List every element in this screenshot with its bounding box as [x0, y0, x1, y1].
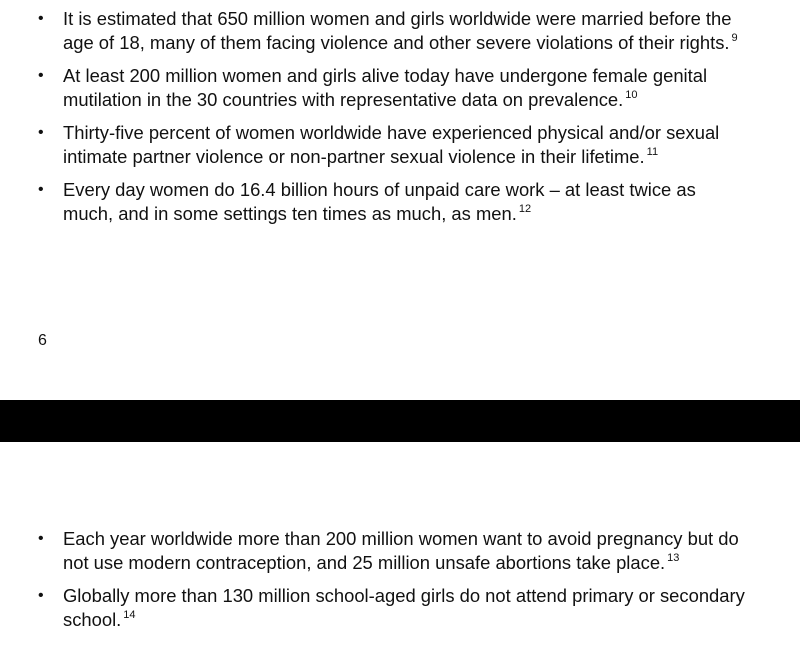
footnote-marker[interactable]: 10	[625, 89, 638, 101]
footnote-marker[interactable]: 13	[667, 552, 680, 564]
bullet-icon: •	[38, 67, 44, 84]
bullet-icon: •	[38, 587, 44, 604]
bullet-list-bottom	[0, 527, 800, 641]
list-item	[0, 584, 800, 632]
list-item	[0, 178, 800, 226]
bullet-icon: •	[38, 10, 44, 27]
list-item	[0, 64, 800, 112]
list-item	[0, 527, 800, 575]
bullet-icon: •	[38, 124, 44, 141]
document-page-bottom	[0, 442, 800, 671]
footnote-marker[interactable]: 11	[646, 146, 659, 158]
bullet-text: At least 200 million women and girls alive today have undergone female genital mutilation in the 30 countries with representative data on prevalence.	[63, 65, 708, 110]
bullet-text: Each year worldwide more than 200 million women want to avoid pregnancy but do not use modern contraception, and 25 million unsafe abortions take place.	[63, 528, 739, 573]
footnote-marker[interactable]: 12	[518, 203, 532, 215]
bullet-text: Every day women do 16.4 billion hours of unpaid care work – at least twice as much, and in some settings ten times as much, as men.	[63, 179, 696, 224]
page-break-divider	[0, 400, 800, 442]
footnote-marker[interactable]: 14	[123, 609, 136, 621]
footnote-marker[interactable]: 9	[731, 32, 738, 44]
page-number: 6	[38, 332, 47, 349]
bullet-text: Globally more than 130 million school-aged girls do not attend primary or secondary school.	[63, 585, 745, 630]
list-item	[0, 121, 800, 169]
bullet-list-top	[0, 7, 800, 235]
bullet-icon: •	[38, 530, 44, 547]
bullet-icon: •	[38, 181, 44, 198]
bullet-text: It is estimated that 650 million women and girls worldwide were married before the age of 18, many of them facing violence and other severe violations of their rights.	[63, 8, 732, 53]
list-item	[0, 7, 800, 55]
bullet-text: Thirty-five percent of women worldwide have experienced physical and/or sexual intimate partner violence or non-partner sexual violence in their lifetime.	[63, 122, 720, 167]
